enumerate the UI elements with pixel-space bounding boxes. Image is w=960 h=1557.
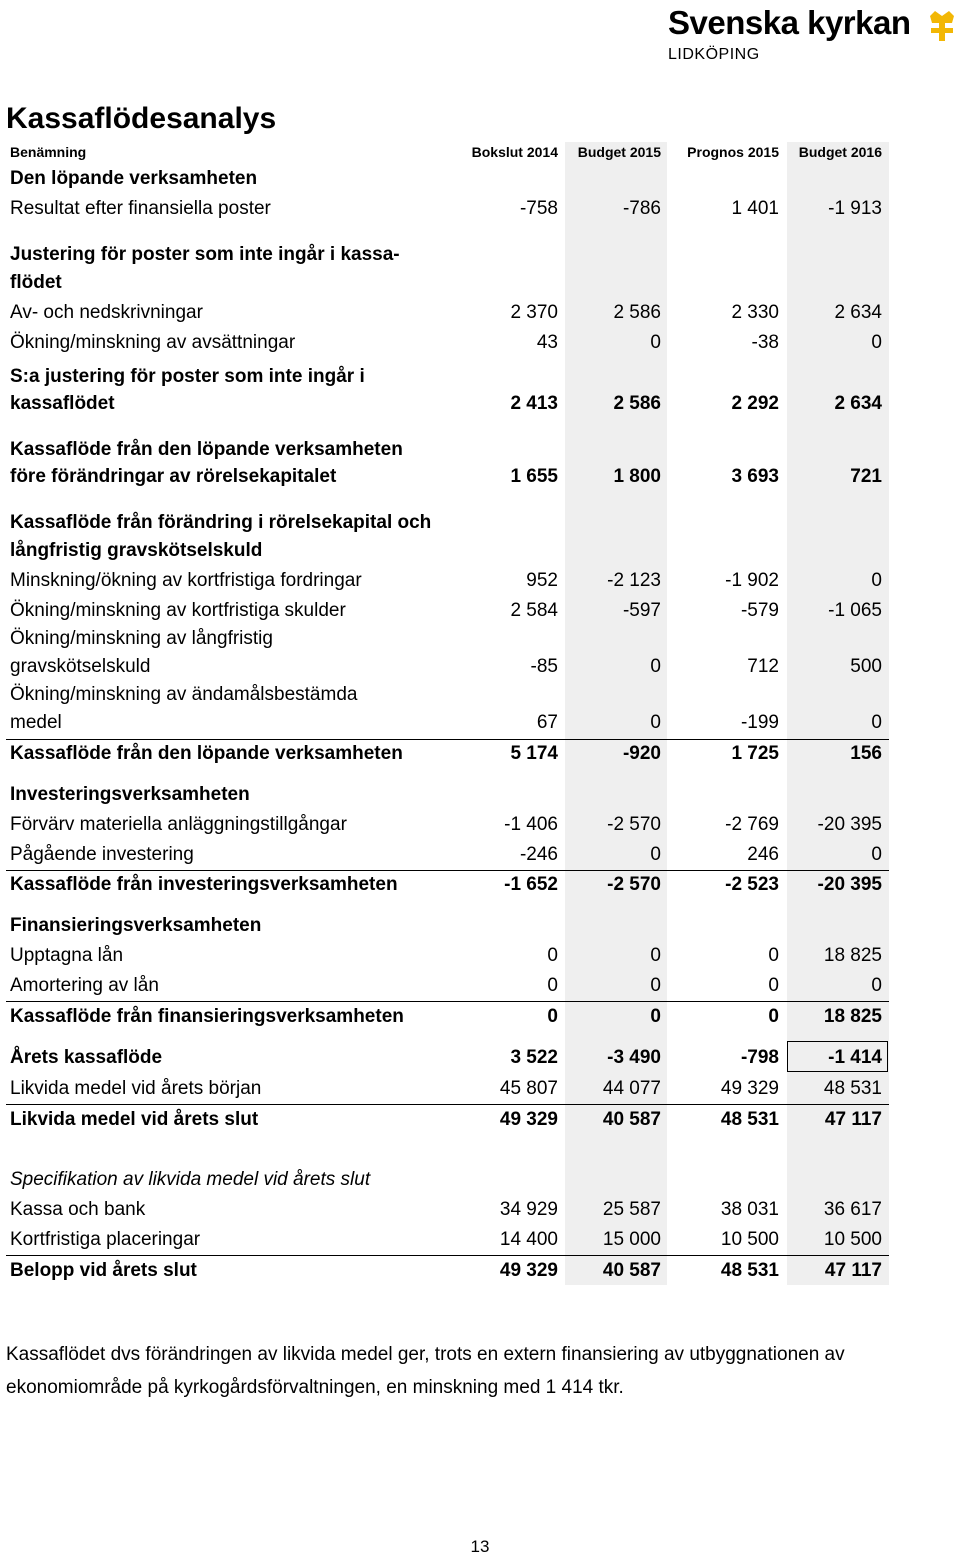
cell: 0 [650, 656, 661, 677]
cell: -20 395 [817, 814, 882, 835]
row-label: S:a justering för poster som inte ingår i [10, 366, 365, 387]
cell: 67 [536, 712, 558, 733]
cell: -1 414 [828, 1047, 882, 1068]
row-divider [6, 1255, 889, 1256]
header-label: Benämning [10, 144, 87, 160]
logo [664, 4, 960, 70]
cell: 1 401 [731, 198, 779, 219]
cell: 500 [850, 656, 882, 677]
cell: 18 825 [823, 945, 882, 966]
cell: -2 523 [725, 874, 779, 895]
cell: -597 [622, 600, 661, 621]
crown-cross-icon [928, 8, 956, 42]
cell: 0 [768, 1006, 779, 1027]
cell: 34 929 [499, 1199, 558, 1220]
cell: 2 370 [510, 302, 558, 323]
cell: -199 [740, 712, 779, 733]
cell: 48 531 [823, 1078, 882, 1099]
cell: 40 587 [602, 1260, 661, 1281]
row-label: Amortering av lån [10, 975, 159, 996]
logo-subtitle: LIDKÖPING [668, 46, 760, 63]
cell: 0 [871, 712, 882, 733]
cell: -1 902 [725, 570, 779, 591]
row-label: Ökning/minskning av ändamålsbestämda [10, 684, 358, 705]
cell: 48 531 [720, 1260, 779, 1281]
header-budget-2016: Budget 2016 [798, 144, 882, 160]
row-label: Av- och nedskrivningar [10, 302, 203, 323]
cell: 0 [871, 570, 882, 591]
cell: 2 634 [834, 302, 882, 323]
row-label: Den löpande verksamheten [10, 168, 258, 189]
cell: -579 [740, 600, 779, 621]
row-label: Kassaflöde från finansieringsverksamheten [10, 1006, 404, 1027]
cell: 246 [747, 844, 779, 865]
cell: 0 [650, 332, 661, 353]
row-divider [6, 1001, 889, 1002]
row-label: Kassaflöde från den löpande verksamheten [10, 439, 403, 460]
row-label: Förvärv materiella anläggningstillgångar [10, 814, 347, 835]
cell: 45 807 [499, 1078, 558, 1099]
row-label: Finansieringsverksamheten [10, 915, 262, 936]
cell: 25 587 [602, 1199, 661, 1220]
cell: 712 [747, 656, 779, 677]
cell: 47 117 [824, 1109, 882, 1130]
cell: 3 693 [731, 466, 779, 487]
cell: 952 [526, 570, 558, 591]
cell: -920 [622, 743, 661, 764]
row-label: Upptagna lån [10, 945, 124, 966]
cell: -2 570 [607, 874, 661, 895]
row-label: flödet [10, 272, 62, 293]
cell: 18 825 [823, 1006, 882, 1027]
cell: -758 [519, 198, 558, 219]
cell: 14 400 [499, 1229, 558, 1250]
cell: -1 913 [828, 198, 882, 219]
cell: 38 031 [720, 1199, 779, 1220]
row-label: Kassa och bank [10, 1199, 146, 1220]
cell: 2 292 [731, 393, 779, 414]
row-divider [6, 870, 889, 871]
cell: 0 [650, 975, 661, 996]
cell: 156 [850, 743, 882, 764]
row-label: Specifikation av likvida medel vid årets slut [10, 1169, 371, 1190]
header-budget-2015: Budget 2015 [577, 144, 661, 160]
cell: 0 [547, 1006, 558, 1027]
cell: -2 123 [607, 570, 661, 591]
row-label: Justering för poster som inte ingår i kassa- [10, 244, 400, 265]
cell: 2 413 [510, 393, 558, 414]
row-label: Ökning/minskning av långfristig [10, 628, 273, 649]
cell: 49 329 [499, 1109, 558, 1130]
row-label: Ökning/minskning av kortfristiga skulder [10, 600, 346, 621]
cell: -38 [751, 332, 779, 353]
cell: 44 077 [602, 1078, 661, 1099]
cell: 2 586 [613, 393, 661, 414]
cell: 2 634 [834, 393, 882, 414]
cell: 49 329 [720, 1078, 779, 1099]
cell: 10 500 [720, 1229, 779, 1250]
cell: -1 652 [504, 874, 558, 895]
cell: 1 800 [613, 466, 661, 487]
cell: 15 000 [602, 1229, 661, 1250]
cell: -798 [740, 1047, 779, 1068]
row-label: Likvida medel vid årets början [10, 1078, 262, 1099]
row-label: Årets kassaflöde [10, 1047, 163, 1068]
cell: 0 [650, 945, 661, 966]
row-label: medel [10, 712, 62, 733]
cell: 0 [871, 844, 882, 865]
cell: 0 [650, 712, 661, 733]
row-label: Likvida medel vid årets slut [10, 1109, 259, 1130]
row-label: Resultat efter finansiella poster [10, 198, 271, 219]
cell: 10 500 [823, 1229, 882, 1250]
cell: 0 [871, 332, 882, 353]
row-label: Kassaflöde från den löpande verksamheten [10, 743, 403, 764]
cell: 5 174 [510, 743, 558, 764]
cell: 43 [536, 332, 558, 353]
cell: 0 [547, 975, 558, 996]
row-label: Minskning/ökning av kortfristiga fordringar [10, 570, 362, 591]
cell: -2 570 [607, 814, 661, 835]
cell: 36 617 [823, 1199, 882, 1220]
cell: 721 [850, 466, 882, 487]
cell: 2 330 [731, 302, 779, 323]
cell: 0 [768, 975, 779, 996]
cell: -2 769 [725, 814, 779, 835]
cell: -3 490 [607, 1047, 661, 1068]
row-label: långfristig gravskötselskuld [10, 540, 263, 561]
row-label: Kassaflöde från förändring i rörelsekapital och [10, 512, 432, 533]
header-bokslut-2014: Bokslut 2014 [471, 144, 558, 160]
row-label: före förändringar av rörelsekapitalet [10, 466, 337, 487]
cell: 3 522 [510, 1047, 558, 1068]
header-prognos-2015: Prognos 2015 [687, 144, 779, 160]
row-label: Ökning/minskning av avsättningar [10, 332, 296, 353]
cell: 47 117 [824, 1260, 882, 1281]
summary-paragraph: Kassaflödet dvs förändringen av likvida medel ger, trots en extern finansiering av utbyggnationen av ekonomiområde på kyrkogårdsförvaltningen, en minskning med 1 414 tkr. [6, 1344, 845, 1398]
cell: 1 725 [731, 743, 779, 764]
cell: -20 395 [817, 874, 882, 895]
cell: -1 065 [828, 600, 882, 621]
cell: 2 586 [613, 302, 661, 323]
cell: -786 [622, 198, 661, 219]
cell: 0 [650, 844, 661, 865]
page-number: 13 [470, 1537, 490, 1556]
row-label: Belopp vid årets slut [10, 1260, 197, 1281]
page-title: Kassaflödesanalys [6, 102, 277, 135]
cell: 0 [871, 975, 882, 996]
row-label: gravskötselskuld [10, 656, 151, 677]
cell: 0 [768, 945, 779, 966]
logo-wordmark: Svenska kyrkan [668, 4, 911, 41]
cell: 48 531 [720, 1109, 779, 1130]
row-label: kassaflödet [10, 393, 115, 414]
cell: -246 [519, 844, 558, 865]
cell: 0 [547, 945, 558, 966]
cell: -85 [530, 656, 558, 677]
cell: 40 587 [602, 1109, 661, 1130]
row-label: Pågående investering [10, 844, 194, 865]
cell: 2 584 [510, 600, 558, 621]
cell: -1 406 [504, 814, 558, 835]
row-label: Investeringsverksamheten [10, 784, 250, 805]
cell: 1 655 [510, 466, 558, 487]
row-divider [6, 1104, 889, 1105]
cell: 49 329 [499, 1260, 558, 1281]
row-label: Kortfristiga placeringar [10, 1229, 201, 1250]
row-label: Kassaflöde från investeringsverksamheten [10, 874, 398, 895]
cell: 0 [650, 1006, 661, 1027]
row-divider [6, 739, 889, 740]
